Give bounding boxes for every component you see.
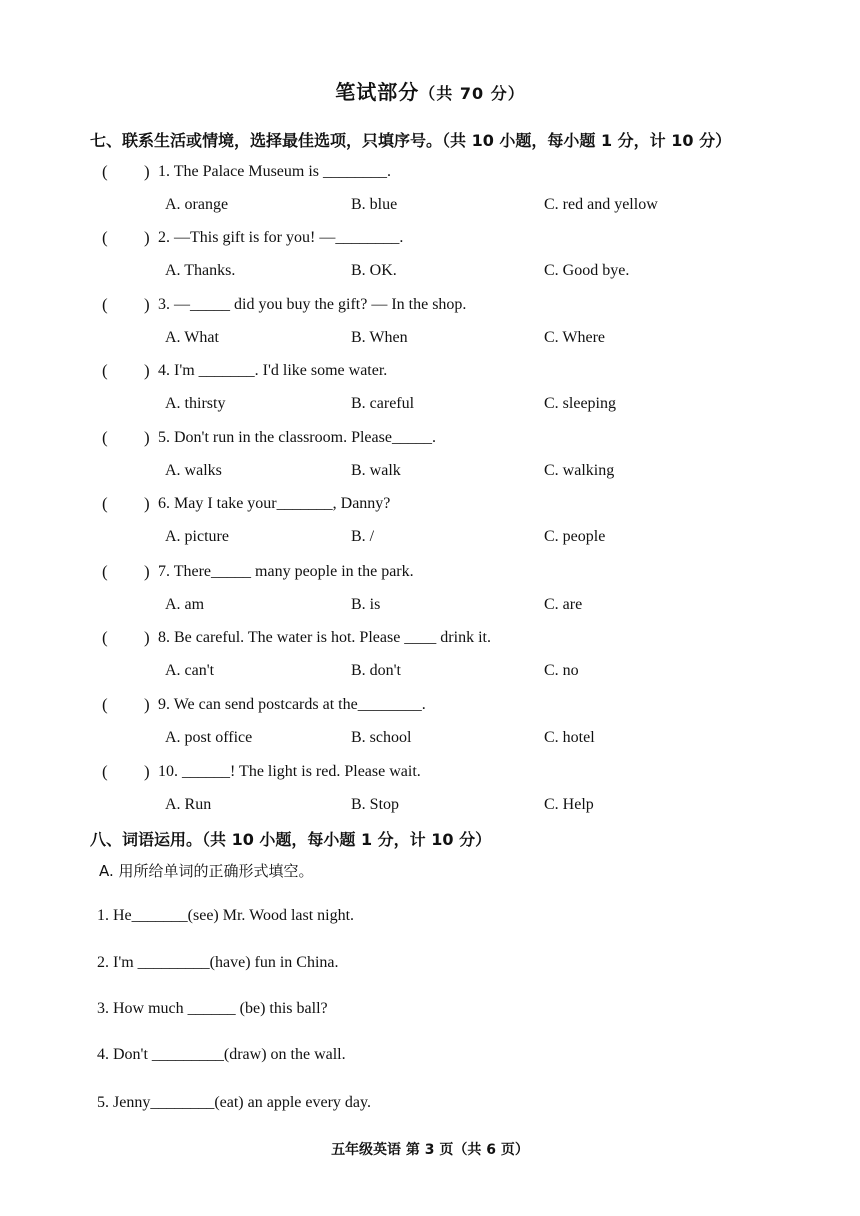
page-title	[0, 76, 860, 105]
title-main: 笔试部分	[335, 80, 420, 104]
question-stem: 10. ______! The light is red. Please wait.	[158, 763, 421, 780]
question-row	[0, 494, 860, 560]
option-a: A. picture	[165, 528, 229, 545]
answer-paren-close: )	[144, 562, 150, 581]
option-a: A. Thanks.	[165, 262, 236, 279]
option-a: A. walks	[165, 462, 222, 479]
answer-paren-open: (	[102, 361, 108, 380]
option-b: B. school	[351, 729, 412, 746]
option-b: B. walk	[351, 462, 401, 479]
question-stem: 7. There_____ many people in the park.	[158, 563, 414, 580]
question-stem: 3. —_____ did you buy the gift? — In the shop.	[158, 296, 467, 313]
option-b: B. don't	[351, 662, 401, 679]
answer-paren-open: (	[102, 494, 108, 513]
question-stem: 8. Be careful. The water is hot. Please ____ drink it.	[158, 629, 491, 646]
question-row	[0, 162, 860, 228]
question-row	[0, 628, 860, 694]
option-b: B. is	[351, 596, 381, 613]
fill-in-item: 3. How much ______ (be) this ball?	[97, 1000, 328, 1017]
answer-paren-close: )	[144, 428, 150, 447]
option-b: B. careful	[351, 395, 415, 412]
question-stem: 9. We can send postcards at the________.	[158, 696, 426, 713]
option-c: C. are	[544, 596, 583, 613]
answer-paren-open: (	[102, 295, 108, 314]
section-8-heading: 八、词语运用。（共 10 小题，每小题 1 分，计 10 分）	[90, 830, 492, 849]
fill-in-item: 4. Don't _________(draw) on the wall.	[97, 1046, 346, 1063]
option-c: C. Where	[544, 329, 606, 346]
option-c: C. sleeping	[544, 395, 616, 412]
question-row	[0, 762, 860, 828]
option-c: C. walking	[544, 462, 615, 479]
answer-paren-open: (	[102, 228, 108, 247]
option-b: B. Stop	[351, 796, 400, 813]
answer-paren-close: )	[144, 228, 150, 247]
option-b: B. OK.	[351, 262, 397, 279]
answer-paren-close: )	[144, 494, 150, 513]
answer-paren-open: (	[102, 562, 108, 581]
question-stem: 5. Don't run in the classroom. Please_____.	[158, 429, 436, 446]
answer-paren-open: (	[102, 695, 108, 714]
section-7-heading: 七、联系生活或情境，选择最佳选项，只填序号。（共 10 小题，每小题 1 分，计 10 分）	[90, 131, 732, 150]
answer-paren-open: (	[102, 762, 108, 781]
option-c: C. no	[544, 662, 579, 679]
answer-paren-open: (	[102, 162, 108, 181]
option-a: A. thirsty	[165, 395, 226, 412]
question-row	[0, 428, 860, 494]
option-a: A. orange	[165, 196, 229, 213]
option-c: C. Good bye.	[544, 262, 630, 279]
answer-paren-close: )	[144, 762, 150, 781]
question-row	[0, 361, 860, 427]
question-row	[0, 562, 860, 628]
fill-in-item: 5. Jenny________(eat) an apple every day.	[97, 1094, 371, 1111]
answer-paren-open: (	[102, 428, 108, 447]
option-c: C. people	[544, 528, 606, 545]
option-a: A. post office	[165, 729, 253, 746]
question-stem: 4. I'm _______. I'd like some water.	[158, 362, 388, 379]
question-stem: 1. The Palace Museum is ________.	[158, 163, 392, 180]
answer-paren-open: (	[102, 628, 108, 647]
answer-paren-close: )	[144, 361, 150, 380]
fill-in-item: 1. He_______(see) Mr. Wood last night.	[97, 907, 355, 924]
option-b: B. /	[351, 528, 375, 545]
question-row	[0, 695, 860, 761]
option-b: B. When	[351, 329, 408, 346]
option-c: C. hotel	[544, 729, 595, 746]
answer-paren-close: )	[144, 162, 150, 181]
option-a: A. What	[165, 329, 219, 346]
question-row	[0, 228, 860, 294]
option-c: C. red and yellow	[544, 196, 658, 213]
answer-paren-close: )	[144, 295, 150, 314]
option-a: A. am	[165, 596, 205, 613]
option-a: A. can't	[165, 662, 215, 679]
question-stem: 2. —This gift is for you! —________.	[158, 229, 404, 246]
option-a: A. Run	[165, 796, 212, 813]
answer-paren-close: )	[144, 628, 150, 647]
answer-paren-close: )	[144, 695, 150, 714]
option-b: B. blue	[351, 196, 398, 213]
title-score: （共 70 分）	[419, 84, 525, 103]
question-row	[0, 295, 860, 361]
page-footer: 五年级英语 第 3 页（共 6 页）	[331, 1142, 529, 1158]
fill-in-item: 2. I'm _________(have) fun in China.	[97, 954, 339, 971]
option-c: C. Help	[544, 796, 594, 813]
section-8-subheading: A. 用所给单词的正确形式填空。	[99, 862, 314, 880]
question-stem: 6. May I take your_______, Danny?	[158, 495, 391, 512]
